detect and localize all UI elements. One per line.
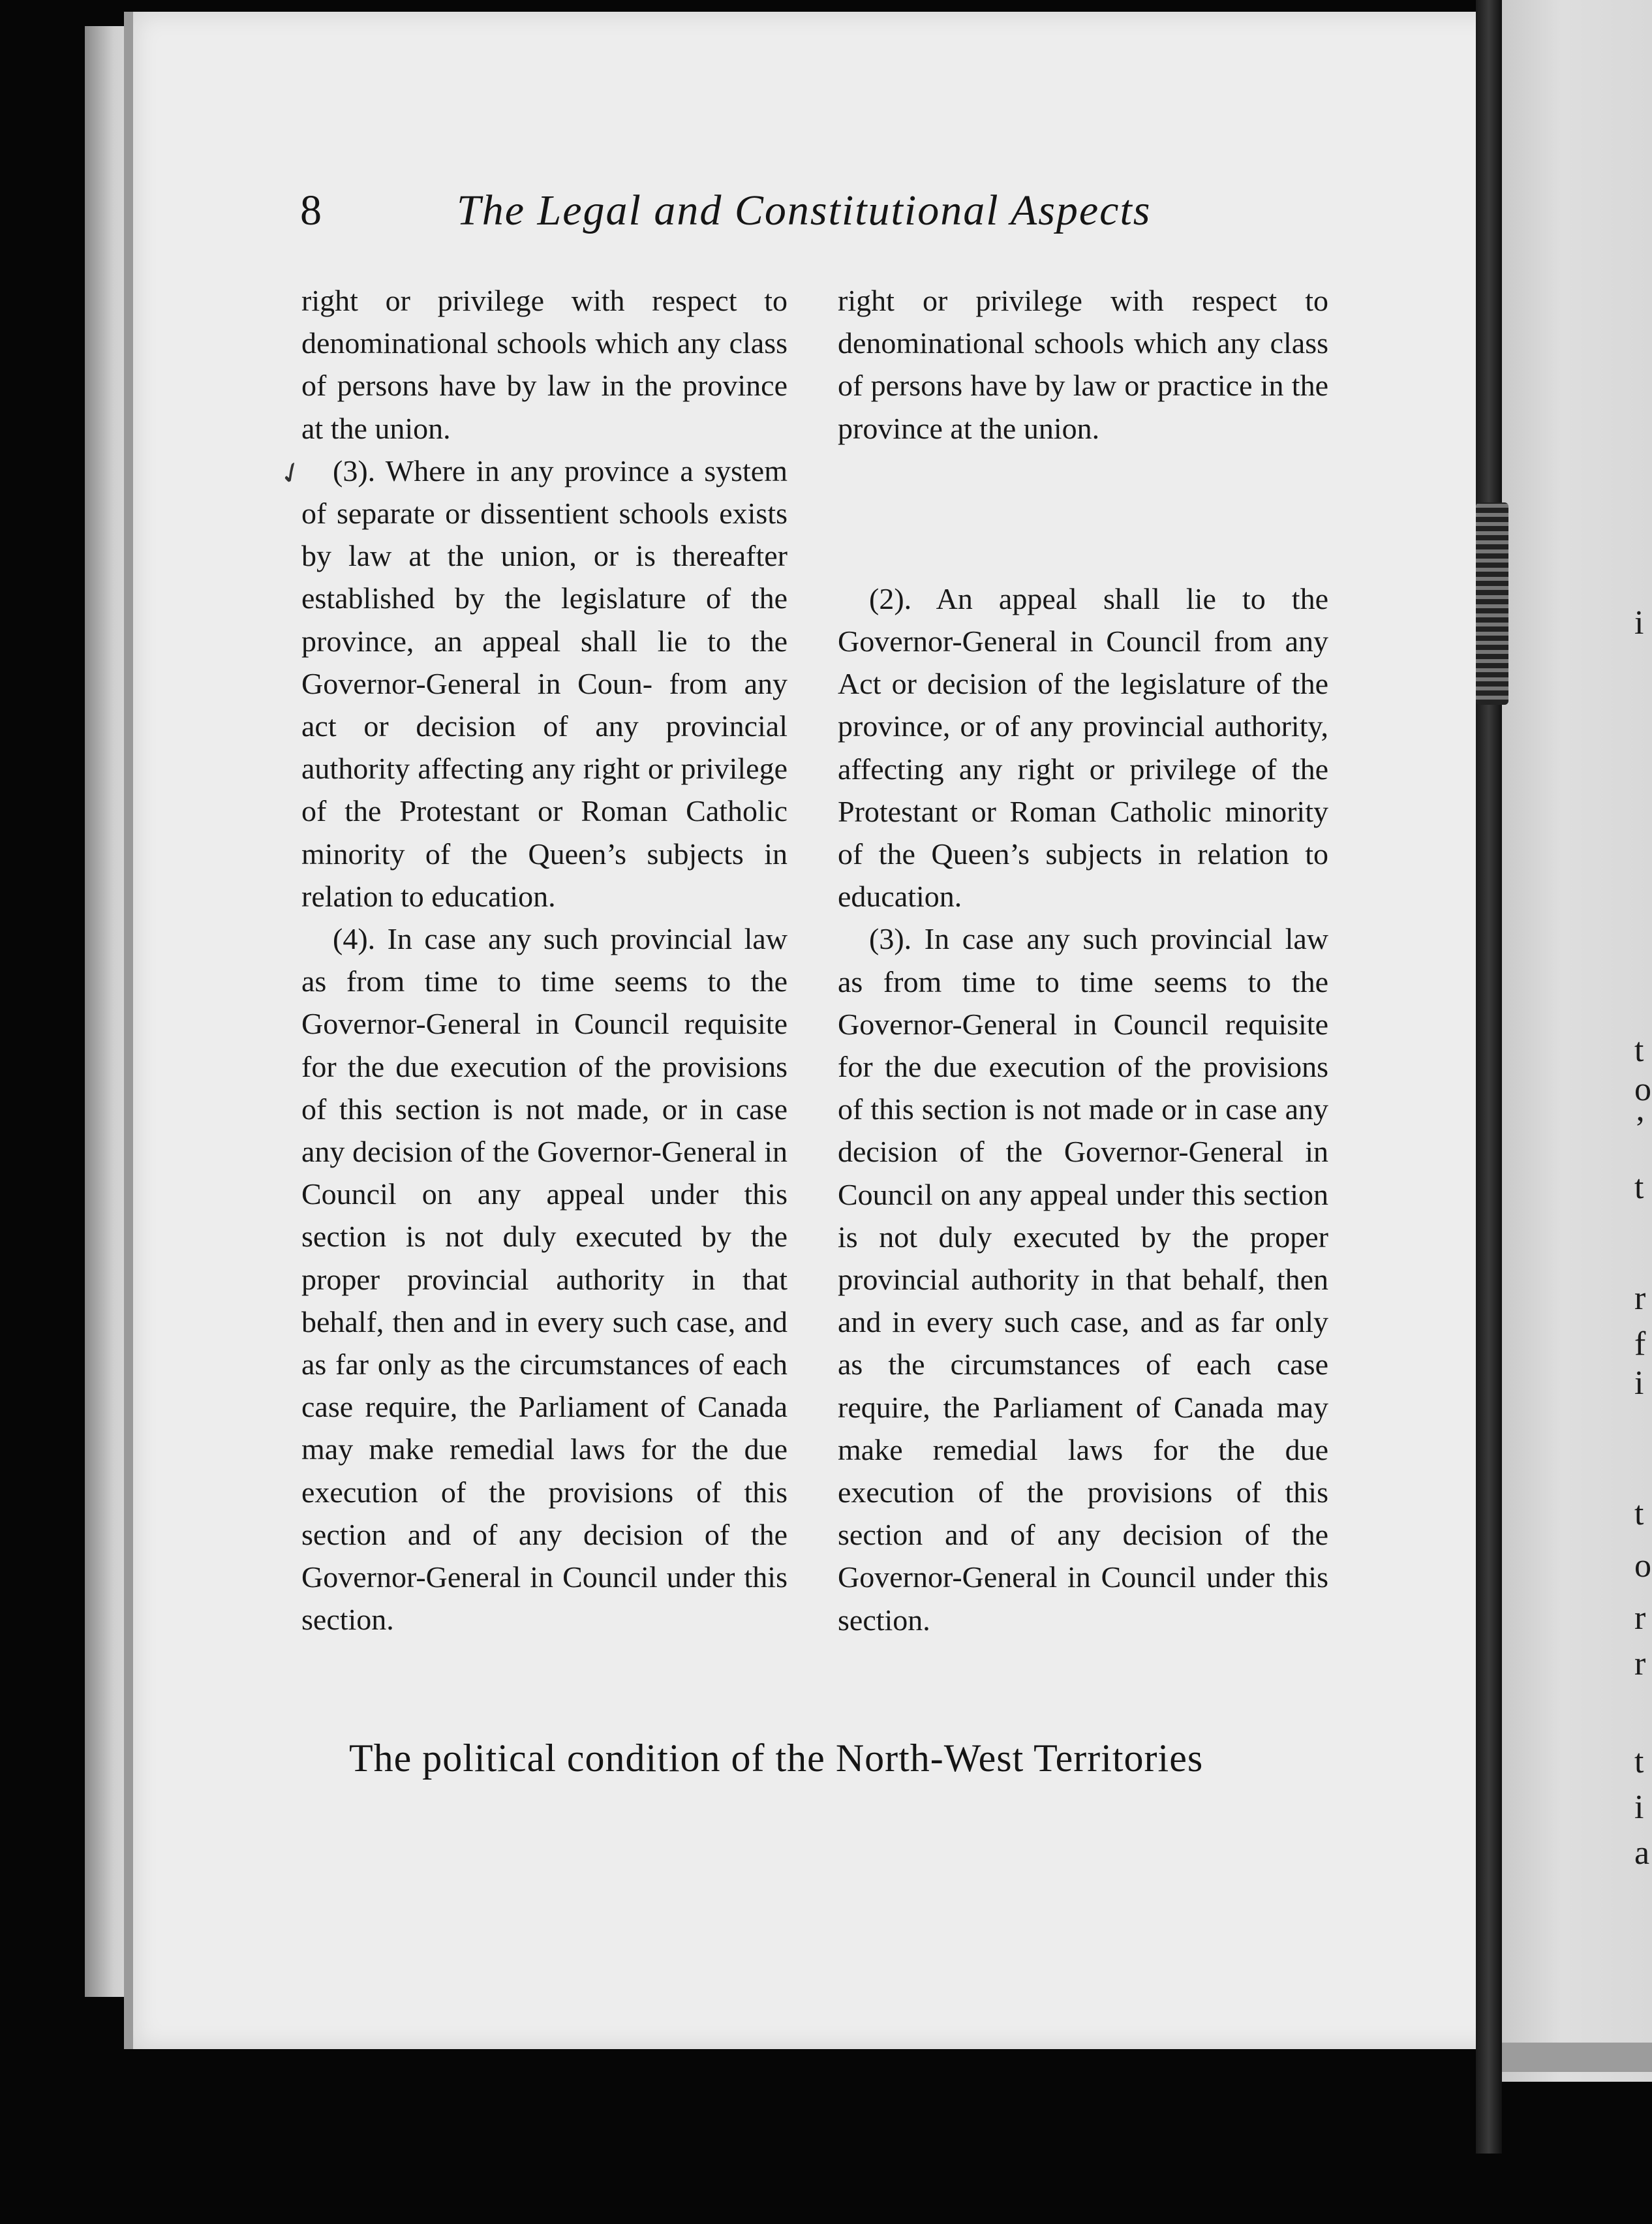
page-header [300, 186, 1377, 245]
fragment: t [1634, 1169, 1644, 1206]
left-paragraph: (4). In case any such provincial law as from time to time seems to the Governor-General in Council requisite for the due execution of the provisions of this section is not made, or in case any decision of the Governor-General in Council on any appeal under this section is not duly executed by the proper provincial authority in that behalf, then and in every such case, and as far only as the circumstances of each case require, the Parliament of Canada may make remedial laws for the due execution of the provisions of this section and of any decision of the Governor-General in Council under this section. [301, 922, 788, 1637]
right-paragraph: right or privilege with respect to denominational schools which any class of persons have by law or practice in the province at the union. [838, 284, 1328, 445]
fragment: r [1634, 1599, 1646, 1637]
right-paragraph: (3). In case any such provincial law as from time to time seems to the Governor-General in Council requisite for the due execution of the provisions of this section is not made or in case any decision of the Governor-General in Council on any appeal under this section is not duly executed by the proper provincial authority in that behalf, then and in every such case, and as far only as the circumstances of each case require, the Parliament of Canada may make remedial laws for the due execution of the provisions of this section and of any decision of the Governor-General in Council under this section. [838, 922, 1328, 1637]
right-paragraph: (2). An appeal shall lie to the Governor-General in Council from any Act or decision of the legislature of the province, or of any provincial authority, affecting any right or privilege of the Protestant or Roman Catholic minority of the Queen’s subjects in relation to education. [838, 581, 1328, 914]
fragment: r [1634, 1645, 1646, 1682]
binding-clip [1476, 502, 1508, 705]
page-gutter [1476, 0, 1502, 2154]
facing-page-text-fragments [1634, 0, 1652, 2224]
fragment: o [1634, 1547, 1651, 1584]
running-title: The Legal and Constitutional Aspects [457, 187, 1152, 234]
pencil-tick-mark: ✓ [273, 454, 309, 493]
left-paragraph: (3). Where in any province a system of separate or dissentient schools exists by law at the union, or is thereafter established by the legislature of the province, an appeal shall lie to the Governor-General in Coun- from any act or decision of any provincial authority affecting any right or privilege of the Protestant or Roman Catholic minority of the Queen’s subjects in relation to education. [301, 454, 788, 913]
fragment: i [1634, 1789, 1644, 1826]
fragment: ’ [1634, 1110, 1646, 1147]
right-column [838, 279, 1328, 1641]
fragment: t [1634, 1495, 1644, 1532]
fragment: i [1634, 1365, 1644, 1402]
fragment: t [1634, 1032, 1644, 1069]
fragment: o [1634, 1071, 1651, 1108]
fragment: a [1634, 1834, 1650, 1872]
fragment: i [1634, 604, 1644, 641]
fragment: t [1634, 1743, 1644, 1780]
right-column-gap [838, 450, 1328, 578]
facing-page [1501, 0, 1652, 2082]
closing-line: The political condition of the North-West Territories [349, 1737, 1204, 1780]
facing-page-bottom-edge [1497, 2043, 1652, 2072]
left-paragraph: right or privilege with respect to denominational schools which any class of persons have by law in the province at the union. [301, 284, 788, 445]
fragment: r [1634, 1280, 1646, 1317]
fragment: f [1634, 1325, 1646, 1363]
left-column [301, 279, 788, 1641]
page-number: 8 [300, 187, 322, 234]
